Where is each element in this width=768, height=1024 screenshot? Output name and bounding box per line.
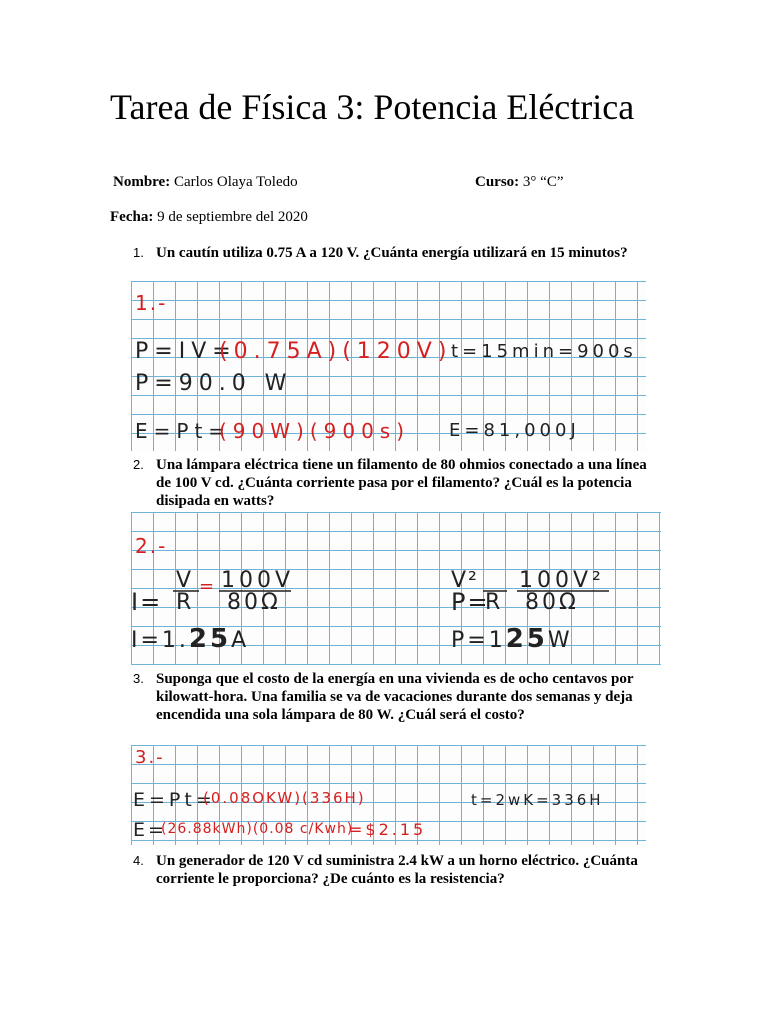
question-number: 4. <box>133 853 144 868</box>
answer-label: 3.- <box>135 747 165 768</box>
course-label: Curso: <box>475 174 520 190</box>
power-result: P=125W <box>451 624 573 654</box>
handwritten-answer-2 <box>131 512 661 665</box>
current-denominator-left: R <box>176 590 194 615</box>
name-label: Nombre: <box>113 174 171 190</box>
power-denominator-left: R <box>485 590 503 615</box>
question-text: Suponga que el costo de la energía en una vivienda es de ocho centavos por kilowatt-hora. Una familia se va de vacaciones durante dos semanas y deja encendida una sola lámpara de 80 W. ¿Cuál será el costo? <box>156 671 634 723</box>
course-value: 3° “C” <box>522 174 564 190</box>
fraction-bars <box>131 512 661 665</box>
energy-formula: E=Pt= <box>135 419 232 443</box>
current-equals-mark: = <box>199 576 215 597</box>
cost-result: =$2.15 <box>349 820 427 839</box>
energy-result: E=81,000J <box>449 420 580 441</box>
current-denominator-right: 80Ω <box>227 590 281 615</box>
question-text: Una lámpara eléctrica tiene un filamento de 80 ohmios conectado a una línea de 100 V cd. ¿Cuánta corriente pasa por el filamento? ¿Cuál es la potencia disipada en watts? <box>156 457 647 509</box>
power-denominator-right: 80Ω <box>525 590 579 615</box>
power-numerator-right: 100V² <box>519 568 605 593</box>
answer-label: 1.- <box>135 291 168 315</box>
energy-cost-substitution: (26.88kWh)(0.08 c/Kwh) <box>161 821 354 837</box>
power-symbol: P= <box>451 588 490 616</box>
date-label: Fecha: <box>110 209 154 225</box>
time-conversion: t=15min=900s <box>451 341 637 362</box>
date-line <box>110 209 308 226</box>
current-numerator-left: V <box>176 568 194 593</box>
name-line <box>113 174 298 191</box>
document-title: Tarea de Física 3: Potencia Eléctrica <box>110 87 635 127</box>
power-substitution: (0.75A)(120V) <box>219 339 453 364</box>
question-1 <box>133 244 663 262</box>
question-3 <box>133 670 663 724</box>
energy-cost-formula: E= <box>133 819 167 841</box>
current-symbol: I= <box>131 588 163 616</box>
power-numerator-left: V² <box>451 568 479 593</box>
question-2 <box>133 456 663 510</box>
name-value: Carlos Olaya Toledo <box>173 174 298 190</box>
power-formula: P=IV= <box>135 339 237 364</box>
question-number: 2. <box>133 457 144 472</box>
current-result: I=1.25A <box>131 624 250 654</box>
question-text: Un cautín utiliza 0.75 A a 120 V. ¿Cuánta energía utilizará en 15 minutos? <box>156 245 628 261</box>
question-number: 3. <box>133 671 144 686</box>
question-4 <box>133 852 663 888</box>
question-number: 1. <box>133 245 144 260</box>
course-line <box>475 174 564 191</box>
energy-formula: E=Pt= <box>133 789 216 811</box>
handwritten-answer-3 <box>131 745 646 845</box>
energy-substitution: (0.08OKW)(336H) <box>203 789 366 807</box>
current-numerator-right: 100V <box>221 568 295 593</box>
energy-substitution: (90W)(900s) <box>219 419 411 443</box>
question-text: Un generador de 120 V cd suministra 2.4 kW a un horno eléctrico. ¿Cuánta corriente le proporciona? ¿De cuánto es la resistencia? <box>156 853 638 887</box>
answer-label: 2.- <box>135 534 168 558</box>
handwritten-answer-1 <box>131 281 646 451</box>
time-conversion: t=2wK=336H <box>471 791 604 809</box>
date-value: 9 de septiembre del 2020 <box>157 209 308 225</box>
power-result: P=90.0 W <box>135 371 293 396</box>
